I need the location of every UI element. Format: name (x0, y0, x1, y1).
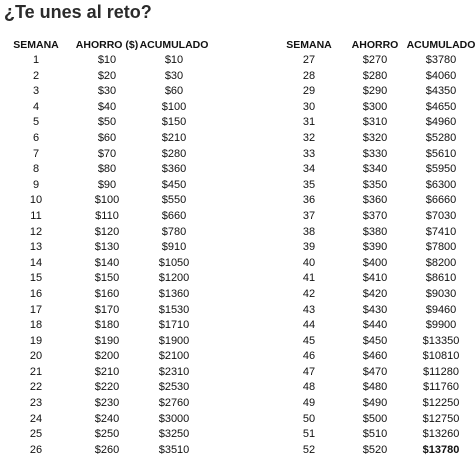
table-row (0, 318, 216, 334)
saving-cell: $60 (97, 131, 117, 144)
week-cell: 5 (32, 116, 40, 129)
week-cell: 41 (302, 272, 316, 285)
table-row (276, 412, 476, 428)
table-body (276, 53, 476, 458)
week-cell: 8 (32, 163, 40, 176)
week-cell: 15 (29, 272, 43, 285)
accumulated-cell: $660 (161, 209, 187, 222)
week-cell: 21 (29, 365, 43, 378)
saving-cell: $210 (94, 365, 120, 378)
week-cell: 43 (302, 303, 316, 316)
accumulated-cell: $2760 (158, 397, 190, 410)
saving-cell: $70 (97, 147, 117, 160)
week-cell: 51 (302, 428, 316, 441)
saving-cell: $380 (362, 225, 388, 238)
table-row (276, 443, 476, 458)
accumulated-cell: $6300 (425, 178, 457, 191)
column-header-semana: SEMANA (286, 39, 332, 51)
week-cell: 37 (302, 209, 316, 222)
saving-cell: $260 (94, 443, 120, 456)
saving-cell: $460 (362, 350, 388, 363)
table-row (276, 396, 476, 412)
week-cell: 40 (302, 256, 316, 269)
saving-cell: $220 (94, 381, 120, 394)
week-cell: 11 (30, 209, 42, 222)
week-cell: 28 (302, 69, 316, 82)
week-cell: 12 (29, 225, 43, 238)
saving-cell: $270 (362, 54, 388, 66)
saving-cell: $230 (94, 397, 120, 410)
accumulated-cell: $550 (161, 194, 187, 207)
table-row (276, 365, 476, 381)
table-row (0, 380, 216, 396)
table-row (276, 209, 476, 225)
week-cell: 34 (302, 163, 316, 176)
table-row (276, 69, 476, 85)
accumulated-cell: $7030 (425, 209, 457, 222)
table-row (0, 443, 216, 458)
week-cell: 6 (32, 131, 40, 144)
accumulated-cell: $1530 (158, 303, 190, 316)
table-row (276, 334, 476, 350)
accumulated-cell: $9900 (425, 319, 457, 332)
table-row (276, 53, 476, 69)
accumulated-cell: $2530 (158, 381, 190, 394)
saving-cell: $400 (362, 256, 388, 269)
table-row (0, 303, 216, 319)
accumulated-cell: $780 (161, 225, 187, 238)
saving-cell: $290 (362, 85, 388, 98)
table-row (276, 380, 476, 396)
saving-cell: $410 (362, 272, 388, 285)
accumulated-cell: $1200 (158, 272, 190, 285)
table-row (0, 193, 216, 209)
week-cell: 9 (32, 178, 40, 191)
table-row (0, 240, 216, 256)
saving-cell: $110 (95, 209, 119, 222)
saving-cell: $170 (94, 303, 120, 316)
accumulated-cell: $7800 (425, 241, 457, 254)
savings-table-right (276, 38, 476, 458)
saving-cell: $180 (94, 319, 120, 332)
accumulated-cell: $10 (164, 54, 184, 66)
table-row (276, 162, 476, 178)
saving-cell: $150 (94, 272, 120, 285)
week-cell: 14 (29, 256, 43, 269)
table-row (276, 349, 476, 365)
table-row (0, 412, 216, 428)
accumulated-cell: $3780 (425, 54, 457, 66)
accumulated-cell: $2100 (158, 350, 190, 363)
week-cell: 46 (302, 350, 316, 363)
column-header-acumulado: ACUMULADO (139, 39, 209, 51)
saving-cell: $310 (362, 116, 388, 129)
week-cell: 36 (302, 194, 316, 207)
week-cell: 22 (29, 381, 43, 394)
week-cell: 48 (302, 381, 316, 394)
table-row (0, 287, 216, 303)
accumulated-cell: $13350 (422, 334, 460, 347)
saving-cell: $30 (97, 85, 117, 98)
accumulated-cell: $7410 (425, 225, 457, 238)
saving-cell: $390 (362, 241, 388, 254)
table-row (276, 287, 476, 303)
accumulated-cell: $1710 (158, 319, 190, 332)
week-cell: 10 (29, 194, 43, 207)
saving-cell: $520 (362, 443, 388, 456)
saving-cell: $300 (362, 100, 388, 113)
accumulated-cell: $13780 (422, 443, 460, 456)
table-row (0, 162, 216, 178)
accumulated-cell: $30 (164, 69, 184, 82)
saving-cell: $490 (362, 397, 388, 410)
table-row (0, 115, 216, 131)
saving-cell: $120 (94, 225, 120, 238)
week-cell: 44 (302, 319, 316, 332)
table-row (276, 318, 476, 334)
table-row (0, 349, 216, 365)
table-row (276, 240, 476, 256)
accumulated-cell: $6660 (425, 194, 457, 207)
accumulated-cell: $8610 (425, 272, 457, 285)
table-row (276, 147, 476, 163)
table-body (0, 53, 216, 458)
accumulated-cell: $450 (161, 178, 187, 191)
accumulated-cell: $5950 (425, 163, 457, 176)
saving-cell: $340 (362, 163, 388, 176)
week-cell: 35 (302, 178, 316, 191)
accumulated-cell: $11760 (423, 381, 459, 394)
table-row (276, 225, 476, 241)
accumulated-cell: $2310 (158, 365, 190, 378)
table-row (0, 131, 216, 147)
saving-cell: $50 (97, 116, 117, 129)
table-row (0, 427, 216, 443)
week-cell: 50 (302, 412, 316, 425)
table-row (0, 334, 216, 350)
table-row (0, 147, 216, 163)
table-header (0, 38, 216, 52)
table-row (276, 178, 476, 194)
week-cell: 17 (29, 303, 43, 316)
saving-cell: $80 (97, 163, 117, 176)
week-cell: 25 (29, 428, 43, 441)
accumulated-cell: $5610 (425, 147, 457, 160)
accumulated-cell: $910 (161, 241, 187, 254)
saving-cell: $320 (362, 131, 388, 144)
week-cell: 20 (29, 350, 43, 363)
saving-cell: $430 (362, 303, 388, 316)
accumulated-cell: $1900 (158, 334, 190, 347)
saving-cell: $280 (362, 69, 388, 82)
accumulated-cell: $360 (161, 163, 187, 176)
week-cell: 39 (302, 241, 316, 254)
week-cell: 2 (32, 69, 40, 82)
saving-cell: $370 (362, 209, 388, 222)
saving-cell: $200 (94, 350, 120, 363)
table-row (0, 84, 216, 100)
accumulated-cell: $3250 (158, 428, 190, 441)
table-row (276, 115, 476, 131)
accumulated-cell: $1360 (158, 287, 190, 300)
week-cell: 1 (32, 54, 40, 66)
column-header-semana: SEMANA (13, 39, 59, 51)
table-row (276, 100, 476, 116)
table-row (0, 209, 216, 225)
accumulated-cell: $4650 (425, 100, 457, 113)
week-cell: 18 (29, 319, 43, 332)
table-row (0, 256, 216, 272)
accumulated-cell: $1050 (158, 256, 190, 269)
week-cell: 31 (302, 116, 316, 129)
accumulated-cell: $3000 (158, 412, 190, 425)
table-row (276, 271, 476, 287)
accumulated-cell: $4960 (425, 116, 457, 129)
saving-cell: $190 (94, 334, 120, 347)
table-row (276, 256, 476, 272)
week-cell: 32 (302, 131, 316, 144)
saving-cell: $250 (94, 428, 120, 441)
accumulated-cell: $3510 (158, 443, 190, 456)
table-row (276, 84, 476, 100)
table-row (0, 271, 216, 287)
table-row (0, 225, 216, 241)
saving-cell: $420 (362, 287, 388, 300)
week-cell: 29 (302, 85, 316, 98)
accumulated-cell: $60 (164, 85, 184, 98)
accumulated-cell: $210 (161, 131, 187, 144)
week-cell: 33 (302, 147, 316, 160)
saving-cell: $90 (97, 178, 117, 191)
saving-cell: $240 (94, 412, 120, 425)
week-cell: 19 (29, 334, 43, 347)
week-cell: 45 (302, 334, 316, 347)
table-row (276, 303, 476, 319)
accumulated-cell: $9460 (425, 303, 457, 316)
saving-cell: $130 (94, 241, 120, 254)
saving-cell: $20 (97, 69, 117, 82)
week-cell: 47 (302, 365, 316, 378)
table-row (0, 69, 216, 85)
table-header (276, 38, 476, 52)
accumulated-cell: $4350 (425, 85, 457, 98)
table-row (0, 365, 216, 381)
week-cell: 3 (32, 85, 40, 98)
week-cell: 13 (29, 241, 43, 254)
accumulated-cell: $10810 (422, 350, 460, 363)
week-cell: 49 (302, 397, 316, 410)
saving-cell: $100 (94, 194, 120, 207)
accumulated-cell: $4060 (425, 69, 457, 82)
table-row (276, 193, 476, 209)
week-cell: 42 (302, 287, 316, 300)
saving-cell: $480 (362, 381, 388, 394)
column-header-ahorro: AHORRO (351, 39, 399, 51)
week-cell: 24 (29, 412, 43, 425)
saving-cell: $450 (362, 334, 388, 347)
table-row (0, 396, 216, 412)
accumulated-cell: $280 (161, 147, 187, 160)
table-row (0, 100, 216, 116)
saving-cell: $470 (362, 365, 388, 378)
accumulated-cell: $13260 (422, 428, 460, 441)
week-cell: 23 (29, 397, 43, 410)
week-cell: 38 (302, 225, 316, 238)
saving-cell: $10 (97, 54, 117, 66)
accumulated-cell: $12250 (422, 397, 460, 410)
saving-cell: $500 (362, 412, 388, 425)
accumulated-cell: $8200 (425, 256, 457, 269)
accumulated-cell: $100 (161, 100, 187, 113)
week-cell: 4 (32, 100, 40, 113)
saving-cell: $350 (362, 178, 388, 191)
week-cell: 26 (29, 443, 43, 456)
saving-cell: $440 (362, 319, 388, 332)
saving-cell: $140 (94, 256, 120, 269)
week-cell: 27 (302, 54, 316, 66)
page-title: ¿Te unes al reto? (4, 2, 152, 22)
accumulated-cell: $150 (161, 116, 187, 129)
column-header-ahorro: AHORRO ($) (75, 39, 139, 51)
accumulated-cell: $5280 (425, 131, 457, 144)
accumulated-cell: $9030 (425, 287, 457, 300)
savings-table-left (0, 38, 216, 458)
accumulated-cell: $11280 (423, 365, 459, 378)
saving-cell: $160 (94, 287, 120, 300)
column-header-acumulado: ACUMULADO (406, 39, 476, 51)
saving-cell: $330 (362, 147, 388, 160)
saving-cell: $40 (97, 100, 117, 113)
saving-cell: $360 (362, 194, 388, 207)
accumulated-cell: $12750 (422, 412, 460, 425)
table-row (276, 131, 476, 147)
week-cell: 16 (29, 287, 43, 300)
table-row (276, 427, 476, 443)
saving-cell: $510 (362, 428, 388, 441)
table-row (0, 53, 216, 69)
week-cell: 7 (32, 147, 40, 160)
week-cell: 52 (302, 443, 316, 456)
week-cell: 30 (302, 100, 316, 113)
table-row (0, 178, 216, 194)
